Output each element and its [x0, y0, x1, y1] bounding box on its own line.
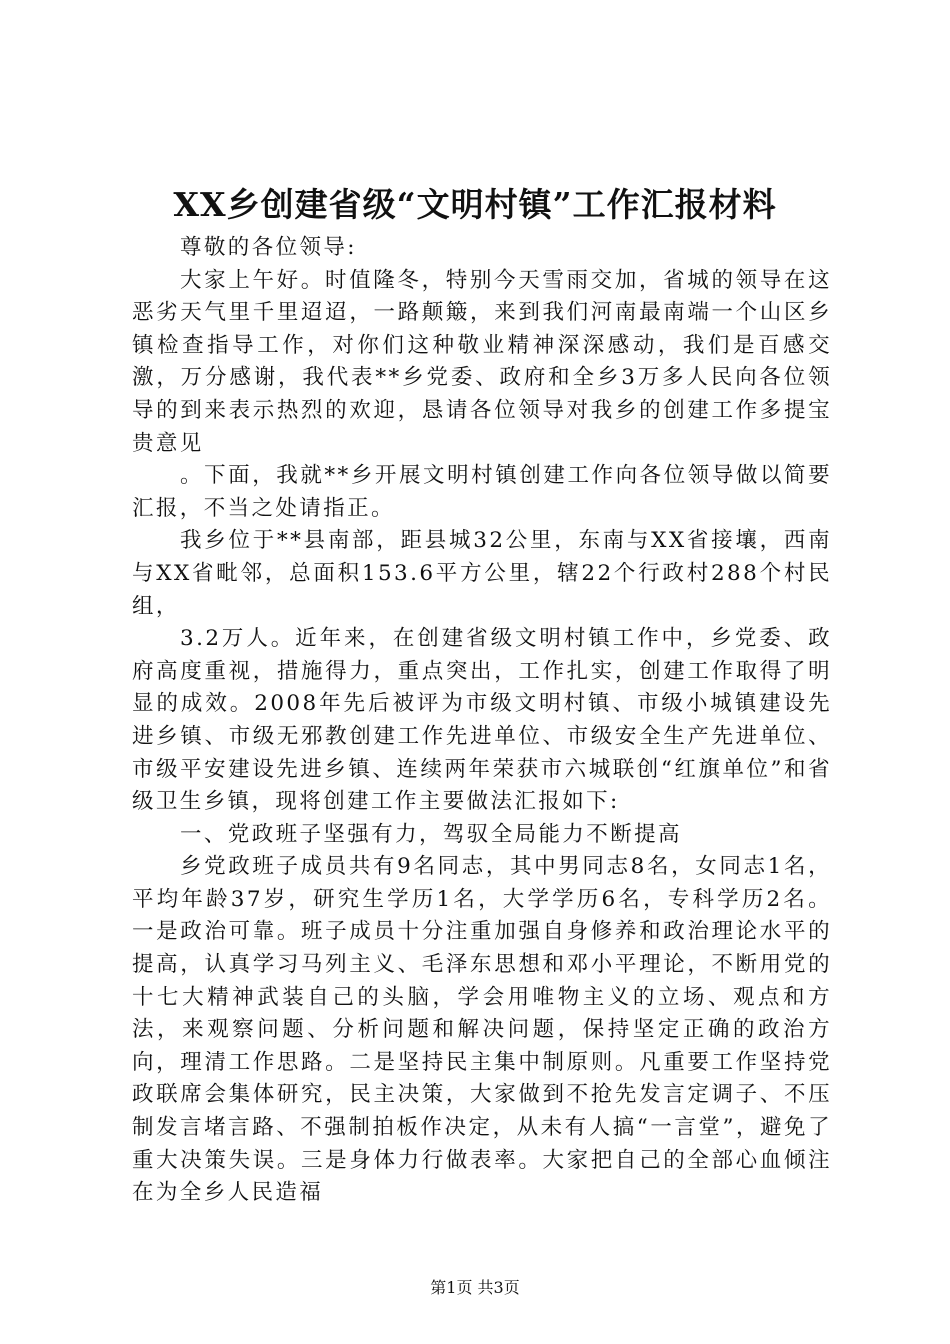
overview-paragraph: 我乡位于**县南部，距县城32公里，东南与XX省接壤，西南与XX省毗邻，总面积153.6平方公里，辖22个行政村288个村民组， — [132, 528, 832, 619]
section-heading: 一、党政班子坚强有力，驾驭全局能力不断提高 — [180, 821, 682, 847]
greeting-paragraph: 大家上午好。时值隆冬，特别今天雪雨交加，省城的领导在这恶劣天气里千里迢迢，一路颠簸，来到我们河南最南端一个山区乡镇检查指导工作，对你们这种敬业精神深深感动，我们是百感交激，万分感谢，我代表**乡党委、政府和全乡3万多人民向各位领导的到来表示热烈的欢迎，恳请各位领导对我乡的创建工作多提宝贵意见 — [132, 267, 832, 456]
document-body — [132, 232, 832, 1210]
achievements-paragraph: 3.2万人。近年来，在创建省级文明村镇工作中，乡党委、政府高度重视，措施得力，重点突出，工作扎实，创建工作取得了明显的成效。2008年先后被评为市级文明村镇、市级小城镇建设先进乡镇、市级无邪教创建工作先进单位、市级安全生产先进单位、市级平安建设先进乡镇、连续两年荣获市六城联创“红旗单位”和省级卫生乡镇，现将创建工作主要做法汇报如下: — [132, 626, 832, 815]
leadership-paragraph: 乡党政班子成员共有9名同志，其中男同志8名，女同志1名，平均年龄37岁，研究生学历1名，大学学历6名，专科学历2名。一是政治可靠。班子成员十分注重加强自身修养和政治理论水平的提高，认真学习马列主义、毛泽东思想和邓小平理论，不断用党的十七大精神武装自己的头脑，学会用唯物主义的立场、观点和方法，来观察问题、分析问题和解决问题，保持坚定正确的政治方向，理清工作思路。二是坚持民主集中制原则。凡重要工作坚持党政联席会集体研究，民主决策，大家做到不抢先发言定调子、不压制发言堵言路、不强制拍板作决定，从未有人搞“一言堂”，避免了重大决策失误。三是身体力行做表率。大家把自己的全部心血倾注在为全乡人民造福 — [132, 854, 832, 1206]
page-number-footer: 第1页 共3页 — [430, 1278, 520, 1297]
intro-paragraph: 。下面，我就**乡开展文明村镇创建工作向各位领导做以简要汇报，不当之处请指正。 — [132, 463, 832, 521]
document-title: XX乡创建省级“文明村镇”工作汇报材料 — [173, 185, 777, 224]
salutation-paragraph: 尊敬的各位领导: — [180, 235, 357, 260]
